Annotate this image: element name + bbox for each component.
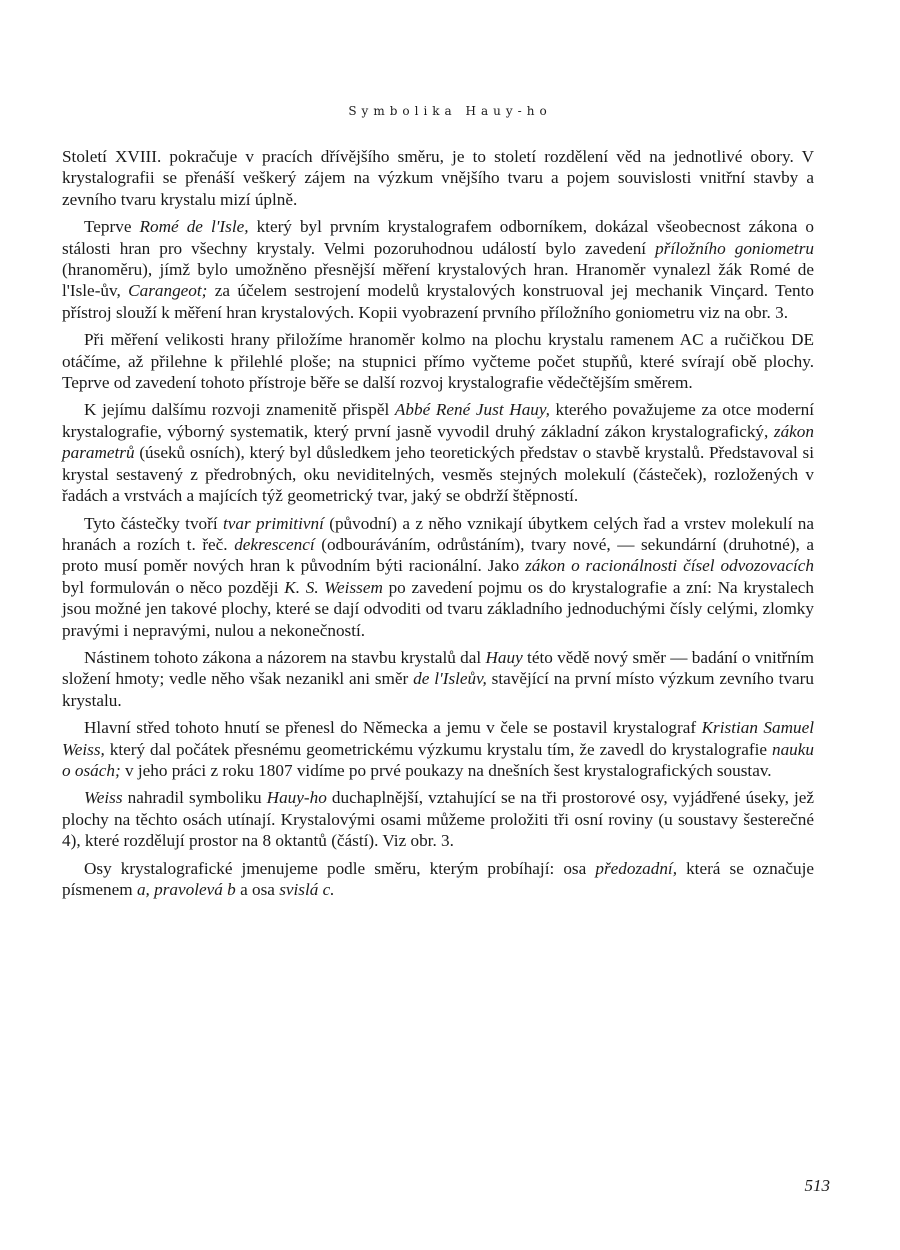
text-run: který dal počátek přesnému geometrickému výzkumu krystalu tím, že zavedl do krystalografie (104, 739, 772, 759)
italic-text: tvar primitivní (223, 513, 324, 533)
italic-text: a, (136, 880, 150, 899)
italic-text: dekrescencí (234, 534, 315, 554)
paragraph (62, 717, 814, 781)
text-run: byl formulován o něco později (62, 577, 285, 597)
paragraph (62, 329, 814, 393)
italic-text: Kristian Samuel Weiss, (62, 718, 815, 759)
paragraph (62, 787, 814, 851)
text-run: nahradil symboliku (122, 788, 267, 808)
text-run: (úseků osních), který byl důsledkem jeho teoretických představ o stavbě krystalů. Představoval si krystal sestavený z předrobných, oku neviditelných, vesměs stejných molekulí (částeček), rozložených v řadách a vrstvách a majících týž geometrický tvar, jaký se obdrží štěpností. (62, 443, 814, 506)
paragraph (62, 399, 814, 506)
paragraph (62, 146, 814, 210)
paragraph (62, 647, 814, 711)
text-run: po zavedení pojmu os do krystalografie a zní: Na krystalech jsou možné jen takové plochy, které se dají odvoditi od tvaru základního jednoduchými čísly celými, zlomky pravými i nepravými, nulou a nekonečností. (62, 577, 814, 640)
italic-text: příložního goniometru (655, 238, 814, 258)
text-run: stavějící na první místo výzkum zevního tvaru krystalu. (62, 669, 814, 710)
text-run: (původní) a z něho vznikají úbytkem celých řad a vrstev molekulí na hranách a rozích t. řeč. (62, 513, 815, 554)
text-run: a osa (235, 880, 280, 899)
text-run: K jejímu dalšímu rozvoji znamenitě přispěl (84, 400, 395, 420)
text-run: Osy krystalografické jmenujeme podle směru, kterým probíhají: osa (84, 858, 596, 878)
italic-text: předozadní, (595, 858, 677, 878)
italic-text: K. S. Weissem (284, 577, 383, 597)
italic-text: Abbé René Just Hauy, (394, 400, 550, 420)
text-run: (odbouráváním, odrůstáním), tvary nové, — sekundární (druhotné), a proto musí poměr nových hran k původním býti racionální. Jako (62, 534, 814, 576)
paragraph (62, 216, 814, 323)
text-run: Teprve (84, 217, 140, 237)
text-run: která se označuje písmenem (62, 858, 814, 899)
italic-text: Romé de l'Isle, (139, 217, 249, 237)
italic-text: Weiss (84, 788, 123, 808)
page-number: 513 (804, 1176, 830, 1195)
text-run: (hranoměru), jímž bylo umožněno přesnější měření krystalových hran. Hranoměr vynalezl žák Romé de l'Isle-ův, (62, 260, 814, 301)
italic-text: svislá c. (279, 880, 335, 899)
text-run: Nástinem tohoto zákona a názorem na stavbu krystalů dal (84, 647, 486, 667)
italic-text: nauku o osách; (62, 739, 814, 780)
text-run: Tyto částečky tvoří (84, 513, 223, 533)
text-run: duchaplnější, vztahující se na tři prostorové osy, vyjádřené úseky, jež plochy na těchto osách utínají. Krystalovými osami můžeme proložiti tři osní roviny (u soustavy šesterečné 4), které rozdělují prostor na 8 oktantů (částí). Viz obr. 3. (62, 788, 815, 851)
text-run: v jeho práci z roku 1807 vidíme po prvé poukazy na dnešních šest krystalografických soustav. (120, 760, 772, 780)
text-run: který byl prvním krystalografem odborníkem, dokázal všeobecnost zákona o stálosti hran pro všechny krystaly. Velmi pozoruhodnou událostí bylo zavedení (62, 217, 814, 258)
text-run: za účelem sestrojení modelů krystalových konstruoval jej mechanik Vinçard. Tento přístroj slouží k měření hran krystalových. Kopii vyobrazení prvního příložního goniometru viz na obr. 3. (62, 281, 815, 322)
italic-text: zákon o racionálnosti čísel odvozovacích (525, 556, 815, 576)
text-run: Při měření velikosti hrany přiložíme hranoměr kolmo na plochu krystalu ramenem AC a ručičkou DE otáčíme, až přilehne k přilehlé ploše; na stupnici přímo vyčteme počet stupňů, které svírají obě plochy. Teprve od zavedení tohoto přístroje běře se další rozvoj krystalografie vědečtějším směrem. (62, 330, 814, 393)
body-text (62, 146, 814, 906)
italic-text: Carangeot; (128, 281, 208, 301)
text-run: Hlavní střed tohoto hnutí se přenesl do Německa a jemu v čele se postavil krystalograf (84, 718, 702, 738)
text-run: kterého považujeme za otce moderní krystalografie, výborný systematik, který první jasně vyvodil druhý základní zákon krystalografický, (62, 400, 814, 441)
italic-text: Hauy (485, 647, 523, 667)
paragraph (62, 513, 814, 641)
running-header: Symbolika Hauy-ho (348, 104, 552, 118)
paragraph (62, 858, 814, 901)
italic-text: Hauy-ho (266, 788, 327, 808)
text-run: této vědě nový směr — badání o vnitřním složení hmoty; vedle něho však nezanikl ani směr (62, 647, 814, 689)
text-run: Století XVIII. pokračuje v pracích dřívějšího směru, je to století rozdělení věd na jednotlivé obory. V krystalografii se přenáší veškerý zájem na výzkum vnějšího tvaru a pojem souvislosti vnitřní stavby a zevního tvaru krystalu mizí úplně. (62, 147, 814, 209)
italic-text: de l'Isleův, (413, 669, 487, 689)
italic-text: zákon parametrů (62, 421, 814, 463)
italic-text: pravolevá b (154, 880, 236, 899)
